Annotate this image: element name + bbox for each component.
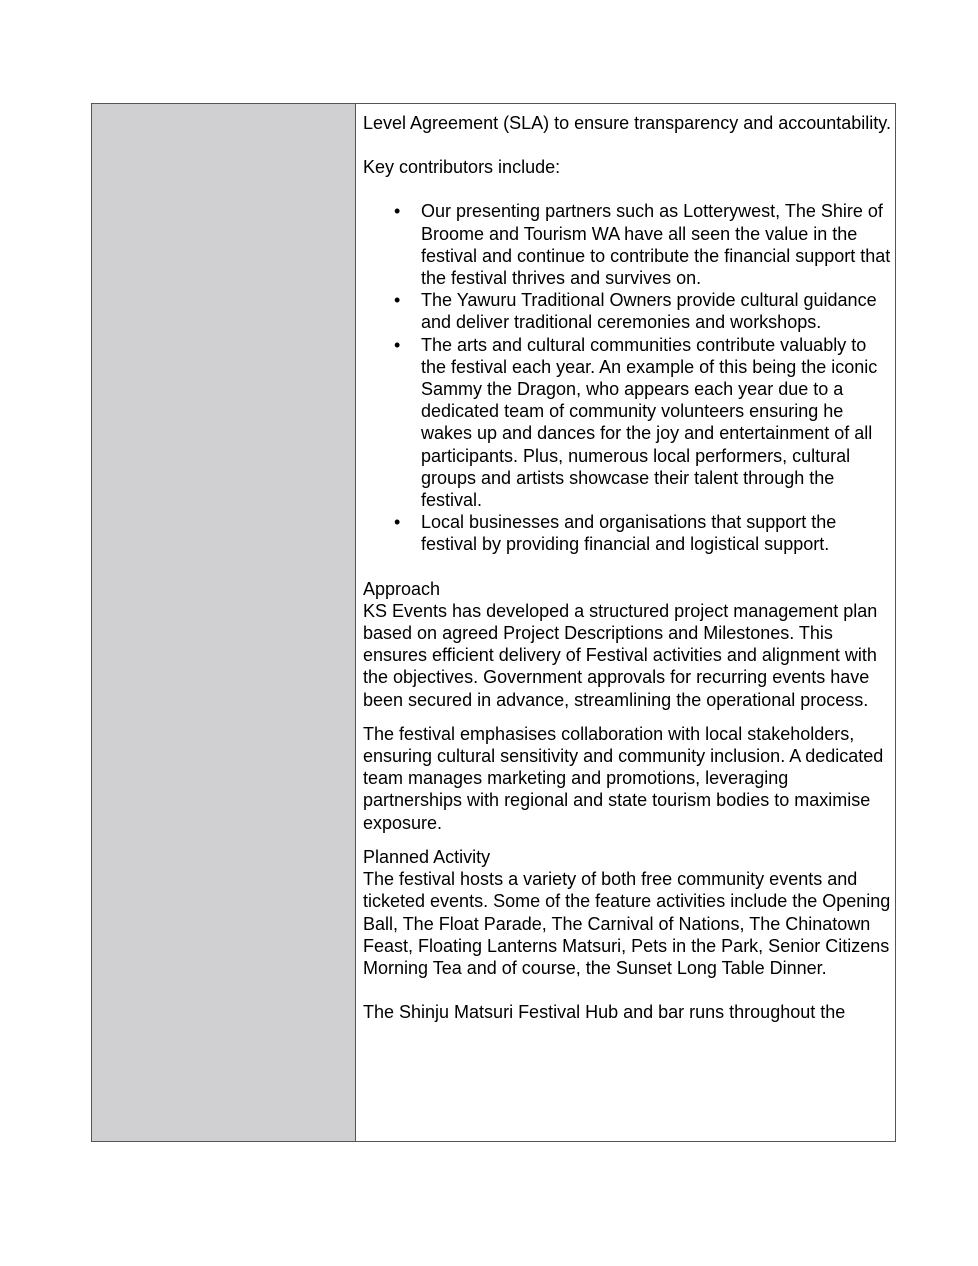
content-table [91, 103, 896, 1142]
intro-paragraph: Level Agreement (SLA) to ensure transparency and accountability. [363, 113, 891, 133]
collaboration-paragraph: The festival emphasises collaboration with local stakeholders, ensuring cultural sensitivity and community inclusion. A dedicated team manages marketing and promotions, leveraging partnerships with regional and state tourism bodies to maximise exposure. [363, 723, 884, 833]
approach-heading: Approach [363, 578, 441, 599]
contributors-heading: Key contributors include: [363, 157, 561, 178]
label-cell [92, 104, 356, 1141]
list-item: • Local businesses and organisations that support the festival by providing financial and logistical support. [394, 512, 837, 555]
list-item: • Our presenting partners such as Lotterywest, The Shire of Broome and Tourism WA have all seen the value in the festival and continue to contribute the financial support that the festival thrives and survives on. [394, 201, 891, 289]
bullet-icon: • [394, 290, 401, 311]
bullet-icon: • [394, 512, 401, 533]
approach-paragraph: KS Events has developed a structured project management plan based on agreed Project Descriptions and Milestones. This ensures efficient delivery of Festival activities and alignment with the objectives. Government approvals for recurring events have been secured in advance, streamlining the operational process. [363, 600, 878, 710]
list-item: • The Yawuru Traditional Owners provide cultural guidance and deliver traditional ceremonies and workshops. [394, 290, 877, 333]
planned-activity-paragraph: The festival hosts a variety of both free community events and ticketed events. Some of the feature activities include the Opening Ball, The Float Parade, The Carnival of Nations, The Chinatown Feast, Floating Lanterns Matsuri, Pets in the Park, Senior Citizens Morning Tea and of course, the Sunset Long Table Dinner. [363, 869, 891, 978]
festival-hub-paragraph: The Shinju Matsuri Festival Hub and bar runs throughout the [363, 1002, 846, 1023]
content-cell [356, 104, 895, 1141]
bullet-icon: • [394, 201, 401, 222]
planned-activity-heading: Planned Activity [363, 846, 491, 867]
bullet-icon: • [394, 334, 401, 355]
contributors-list [363, 200, 891, 555]
list-item: • The arts and cultural communities contribute valuably to the festival each year. An example of this being the iconic Sammy the Dragon, who appears each year due to a dedicated team of community volunteers ensuring he wakes up and dances for the joy and entertainment of all participants. Plus, numerous local performers, cultural groups and artists showcase their talent through the festival. [394, 334, 878, 511]
